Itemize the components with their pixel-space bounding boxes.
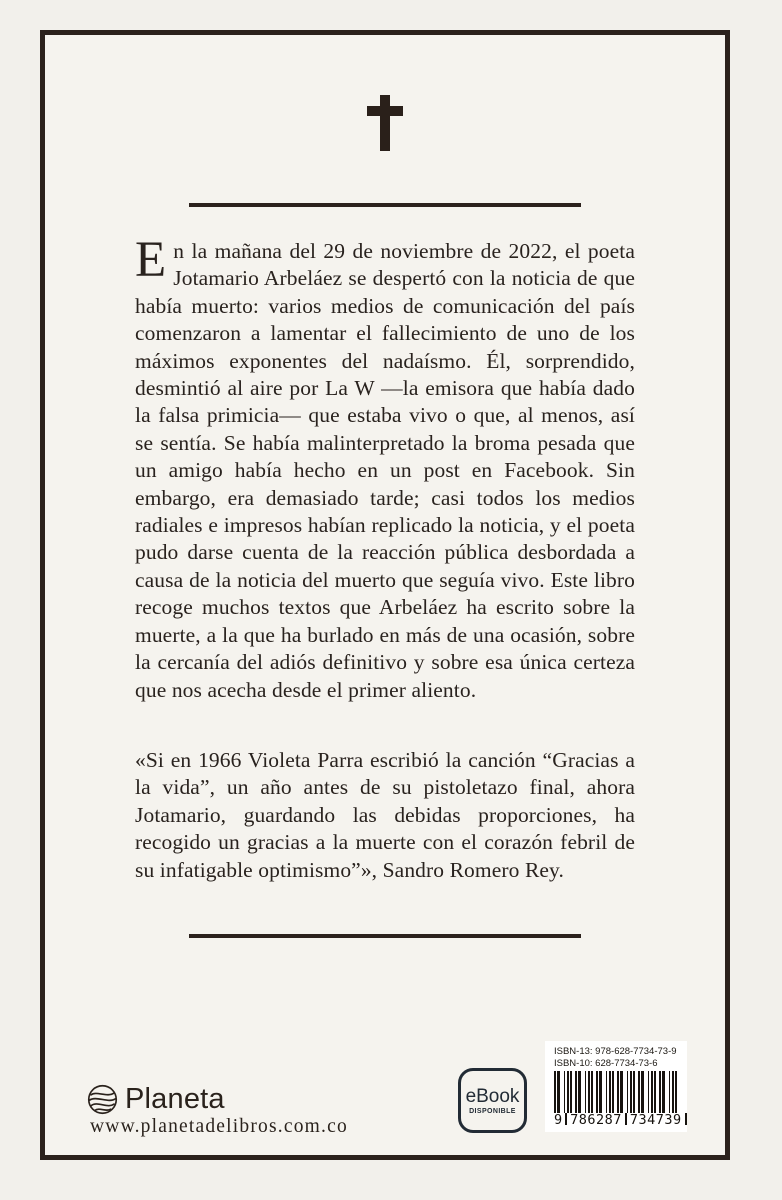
barcode-number	[554, 1112, 682, 1128]
barcode-block	[545, 1041, 687, 1132]
ebook-badge-label: eBook	[465, 1085, 520, 1107]
review-quote: «Si en 1966 Violeta Parra escribió la canción “Gracias a la vida”, un año antes de su pistoletazo final, ahora Jotamario, guardando las debidas proporciones, ha recogido un gracias a la muerte con el corazón febril de su infatigable optimismo”», Sandro Romero Rey.	[135, 748, 635, 882]
top-divider	[189, 203, 581, 207]
synopsis-paragraph	[135, 232, 635, 704]
isbn10-text: ISBN-10: 628-7734-73-6	[554, 1057, 658, 1069]
barcode-number-prefix: 9	[554, 1112, 563, 1128]
ebook-badge-sublabel: DISPONIBLE	[469, 1107, 516, 1115]
bottom-divider	[189, 934, 581, 938]
barcode-number-group2: 734739	[629, 1112, 682, 1128]
isbn13-text: ISBN-13: 978-628-7734-73-9	[554, 1046, 677, 1057]
barcode-number-group1: 786287	[570, 1112, 622, 1128]
barcode-stripes	[554, 1071, 678, 1113]
drop-cap: E	[135, 232, 167, 288]
cross-horizontal-bar	[367, 106, 403, 116]
planeta-globe-icon	[87, 1084, 118, 1115]
cross-vertical-bar	[380, 95, 390, 151]
ebook-badge	[458, 1068, 527, 1133]
cover-frame	[40, 30, 730, 1160]
publisher-website: www.planetadelibros.com.co	[90, 1116, 348, 1137]
publisher-logo	[87, 1083, 225, 1116]
barcode-guard-bar	[625, 1113, 627, 1125]
barcode-guard-bar	[685, 1113, 687, 1125]
synopsis-text: n la mañana del 29 de noviembre de 2022, el poeta Jotamario Arbeláez se despertó con la noticia de que había muerto: varios medios de comunicación del país comenzaron a lamentar el fallecimiento de uno de los máximos exponentes del nadaísmo. Él, sorprendido, desmintió al aire por La W —la emisora que había dado la falsa primicia— que estaba vivo o que, al menos, así se sentía. Se había malinterpretado la broma pesada que un amigo había hecho en un post en Facebook. Sin embargo, era demasiado tarde; casi todos los medios radiales e impresos habían replicado la noticia, y el poeta pudo darse cuenta de la reacción pública desbordada a causa de la noticia del muerto que seguía vivo. Este libro recoge muchos textos que Arbeláez ha escrito sobre la muerte, a la que ha burlado en más de una ocasión, sobre la cercanía del adiós definitivo y sobre esa única certeza que nos acecha desde el primer aliento.	[135, 239, 635, 702]
publisher-name: Planeta	[125, 1083, 225, 1115]
barcode-guard-bar	[565, 1113, 567, 1125]
cross-icon	[367, 95, 403, 151]
